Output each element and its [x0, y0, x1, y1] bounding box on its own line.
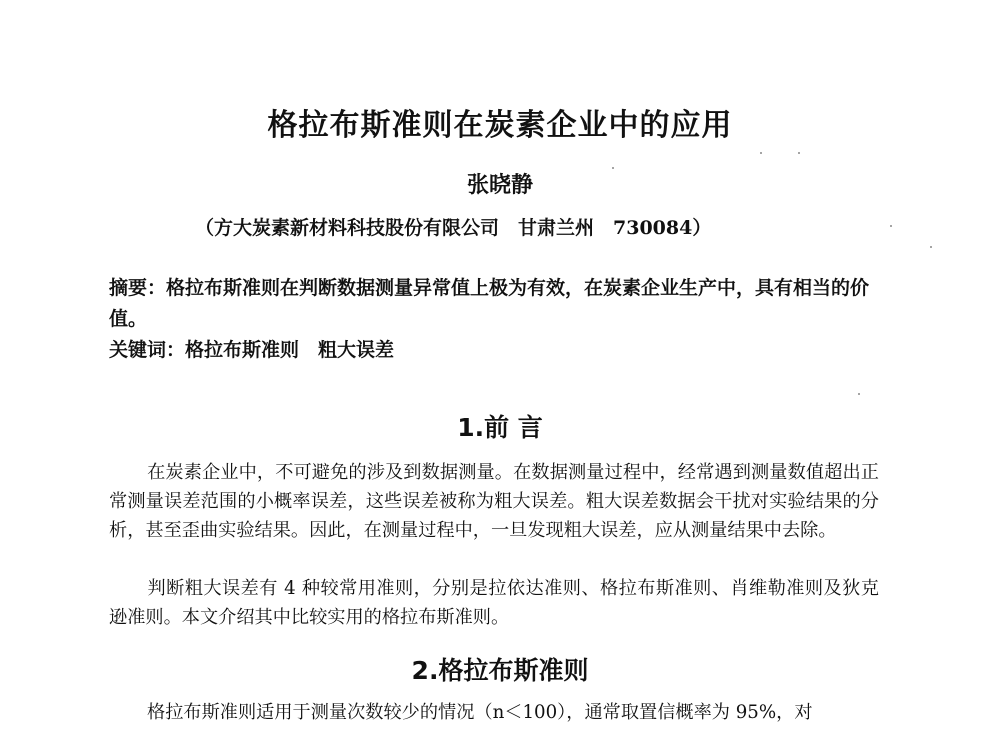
scan-speck: [930, 246, 932, 248]
scan-speck: [760, 152, 762, 154]
abstract-text: 格拉布斯准则在判断数据测量异常值上极为有效，在炭素企业生产中，具有相当的价值。: [109, 277, 870, 330]
paragraph-text: 格拉布斯准则适用于测量次数较少的情况（n＜100），通常取置信概率为 95%，对: [147, 702, 813, 723]
scan-speck: [890, 225, 892, 227]
paragraph-text: 在炭素企业中，不可避免的涉及到数据测量。在数据测量过程中，经常遇到测量数值超出正常测量误差范围的小概率误差，这些误差被称为粗大误差。粗大误差数据会干扰对实验结果的分析，甚至歪曲实验结果。因此，在测量过程中，一旦发现粗大误差，应从测量结果中去除。: [109, 462, 879, 541]
abstract-label: 摘要：: [109, 277, 167, 299]
keywords-label: 关键词：: [109, 339, 186, 361]
scan-speck: [858, 393, 860, 395]
keywords-line: [109, 335, 879, 366]
abstract-paragraph: [109, 273, 879, 335]
affiliation: （方大炭素新材料科技股份有限公司 甘肃兰州 730084）: [195, 217, 712, 239]
keywords-text: 格拉布斯准则 粗大误差: [185, 339, 395, 361]
section-heading-intro: 1.前 言: [457, 413, 543, 442]
scan-speck: [798, 152, 800, 154]
section-heading-grubbs: 2.格拉布斯准则: [411, 656, 589, 685]
body-paragraph: [109, 698, 879, 727]
author-name: 张晓静: [466, 172, 533, 198]
body-paragraph: [109, 574, 879, 632]
paragraph-text: 判断粗大误差有 4 种较常用准则，分别是拉依达准则、格拉布斯准则、肖维勒准则及狄克逊准则。本文介绍其中比较实用的格拉布斯准则。: [109, 578, 879, 628]
body-paragraph: [109, 458, 879, 545]
paper-title: 格拉布斯准则在炭素企业中的应用: [267, 108, 733, 143]
scan-speck: [612, 167, 614, 169]
abstract-block: [109, 273, 879, 366]
